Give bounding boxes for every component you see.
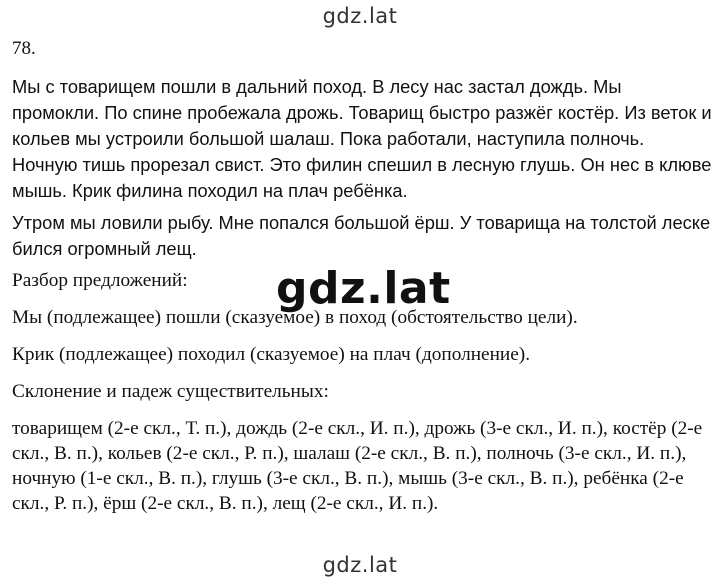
analysis-heading: Разбор предложений: <box>12 270 188 291</box>
declension-list: товарищем (2-е скл., Т. п.), дождь (2-е скл., И. п.), дрожь (3-е скл., И. п.), костёр (2-е скл., В. п.), кольев (2-е скл., Р. п.), шалаш (2-е скл., В. п.), полночь (3-е скл., И. п.), ночную (1-е скл., В. п.), глушь (3-е скл., В. п.), мышь (3-е скл., В. п.), ребёнка (2-е скл., Р. п.), ёрш (2-е скл., В. п.), лещ (2-е скл., И. п.). <box>12 418 703 514</box>
watermark-center: gdz.lat <box>276 263 451 314</box>
text-paragraph-1: Мы с товарищем пошли в дальний поход. В лесу нас застал дождь. Мы промокли. По спине пробежала дрожь. Товарищ быстро разжёг костёр. Из веток и кольев мы устроили большой шалаш. Пока работали, наступила полночь. Ночную тишь прорезал свист. Это филин спешил в лесную глушь. Он нес в клюве мышь. Крик филина походил на плач ребёнка. <box>12 76 712 201</box>
watermark-top: gdz.lat <box>322 4 398 28</box>
declension-heading: Склонение и падеж существительных: <box>12 381 329 402</box>
text-paragraph-2: Утром мы ловили рыбу. Мне попался большой ёрш. У товарища на толстой леске бился огромный лещ. <box>12 212 711 259</box>
analysis-sentence-2: Крик (подлежащее) походил (сказуемое) на плач (дополнение). <box>12 344 531 365</box>
exercise-number: 78. <box>12 38 36 59</box>
analysis-sentence-1: Мы (подлежащее) пошли (сказуемое) в поход (обстоятельство цели). <box>12 307 578 328</box>
watermark-bottom: gdz.lat <box>322 553 398 577</box>
